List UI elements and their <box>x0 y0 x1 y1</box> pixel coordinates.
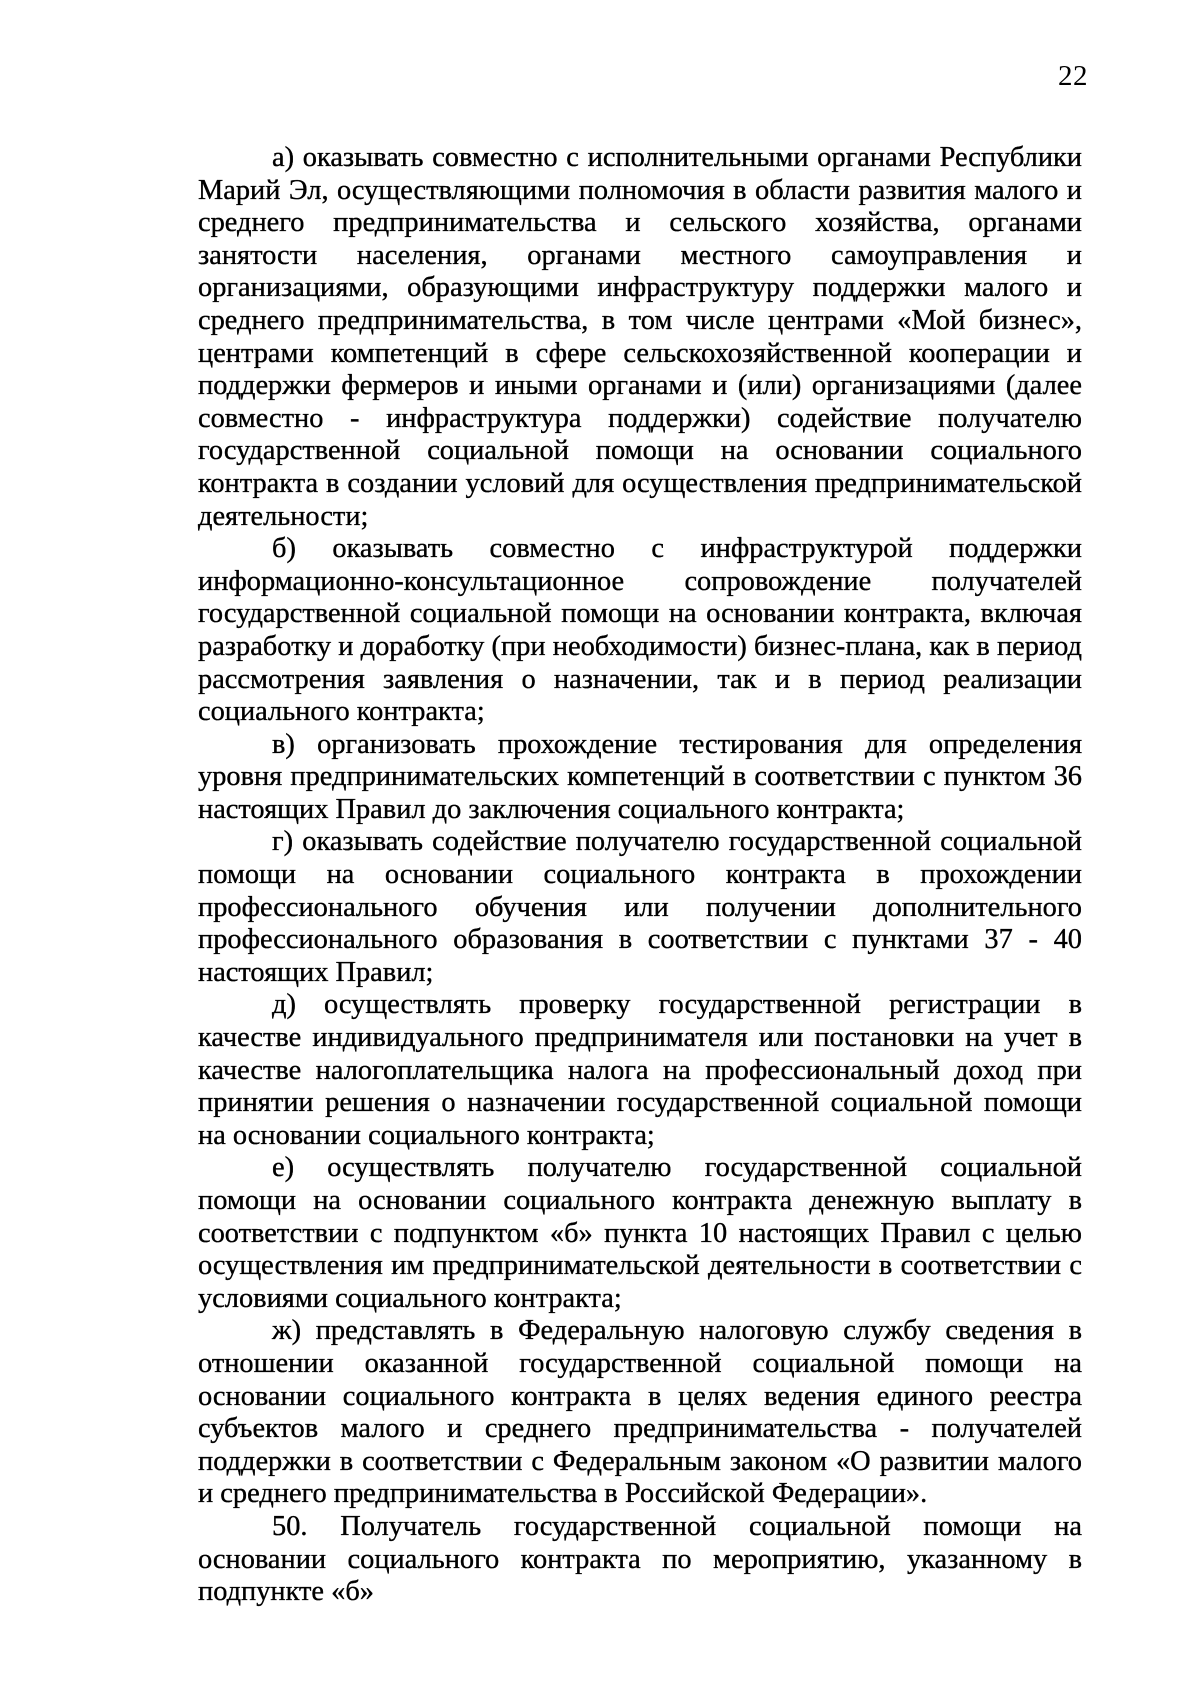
paragraph-item-v: в) организовать прохождение тестирования для определения уровня предпринимательских компетенций в соответствии с пунктом 36 настоящих Правил до заключения социального контракта; <box>198 728 1082 825</box>
document-body <box>198 142 1082 1609</box>
paragraph-item-g: г) оказывать содействие получателю государственной социальной помощи на основании социального контракта в прохождении профессионального обучения или получении дополнительного профессионального образования в соответствии с пунктами 37 - 40 настоящих Правил; <box>198 826 1082 988</box>
paragraph-item-b: б) оказывать совместно с инфраструктурой поддержки информационно-консультационное сопровождение получателей государственной социальной помощи на основании контракта, включая разработку и доработку (при необходимости) бизнес-плана, как в период рассмотрения заявления о назначении, так и в период реализации социального контракта; <box>198 533 1082 728</box>
paragraph-50: 50. Получатель государственной социальной помощи на основании социального контракта по мероприятию, указанному в подпункте «б» <box>198 1510 1082 1608</box>
paragraph-item-e: е) осуществлять получателю государственной социальной помощи на основании социального контракта денежную выплату в соответствии с подпунктом «б» пункта 10 настоящих Правил с целью осуществления им предпринимательской деятельности в соответствии с условиями социального контракта; <box>198 1152 1082 1314</box>
paragraph-item-a: а) оказывать совместно с исполнительными органами Республики Марий Эл, осуществляющими полномочия в области развития малого и среднего предпринимательства и сельского хозяйства, органами занятости населения, органами местного самоуправления и организациями, образующими инфраструктуру поддержки малого и среднего предпринимательства, в том числе центрами «Мой бизнес», центрами компетенций в сфере сельскохозяйственной кооперации и поддержки фермеров и иными органами и (или) организациями (далее совместно - инфраструктура поддержки) содействие получателю государственной социальной помощи на основании социального контракта в создании условий для осуществления предпринимательской деятельности; <box>198 142 1082 532</box>
paragraph-item-zh: ж) представлять в Федеральную налоговую службу сведения в отношении оказанной государственной социальной помощи на основании социального контракта в целях ведения единого реестра субъектов малого и среднего предпринимательства - получателей поддержки в соответствии с Федеральным законом «О развитии малого и среднего предпринимательства в Российской Федерации». <box>198 1315 1082 1510</box>
paragraph-item-d: д) осуществлять проверку государственной регистрации в качестве индивидуального предпринимателя или постановки на учет в качестве налогоплательщика налога на профессиональный доход при принятии решения о назначении государственной социальной помощи на основании социального контракта; <box>198 989 1082 1151</box>
page-number: 22 <box>1058 60 1088 92</box>
